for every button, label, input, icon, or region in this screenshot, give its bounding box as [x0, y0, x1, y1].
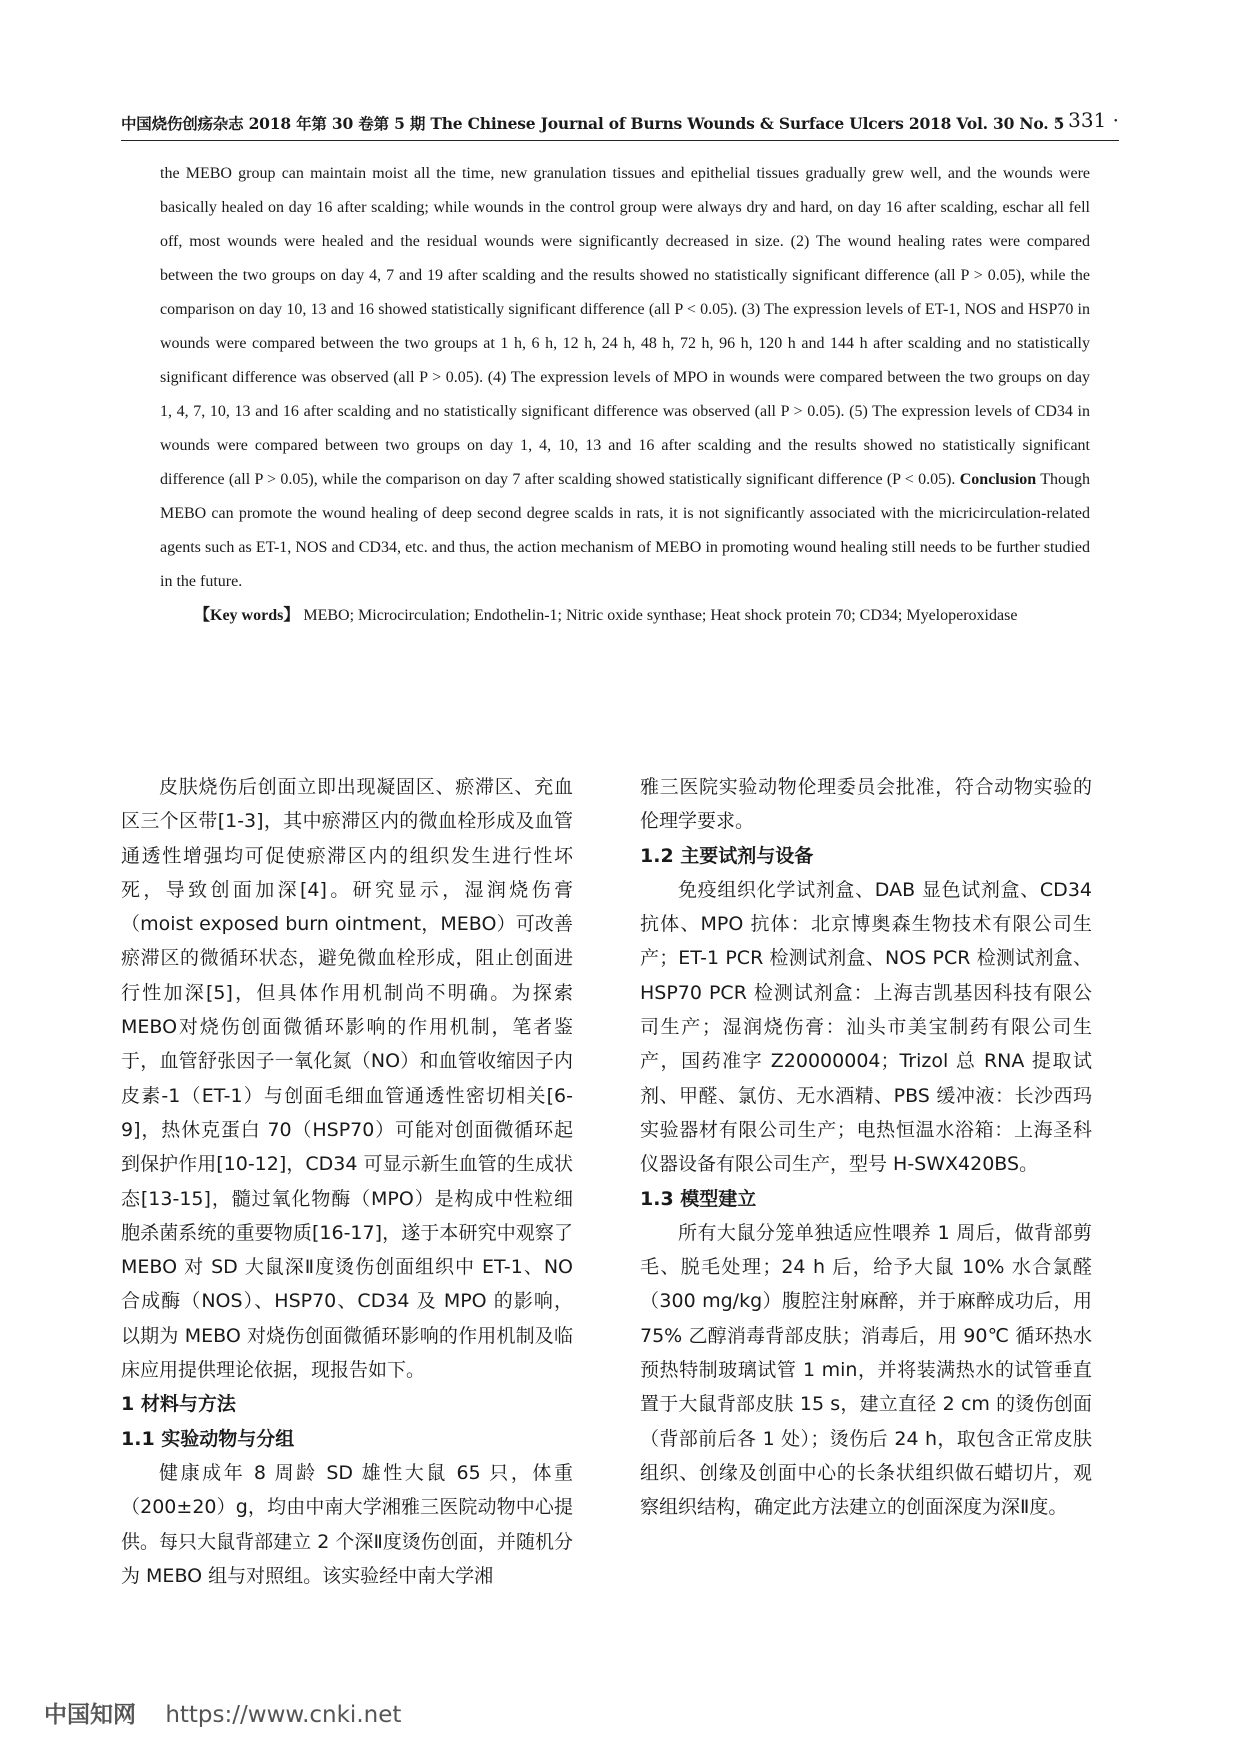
- header-divider: [121, 140, 1119, 141]
- section-heading-1-3: 1.3 模型建立: [640, 1187, 757, 1210]
- left-column: [121, 770, 573, 1593]
- paragraph-1-2: 免疫组织化学试剂盒、DAB 显色试剂盒、CD34 抗体、MPO 抗体：北京博奥森生物技术有限公司生产；ET-1 PCR 检测试剂盒、NOS PCR 检测试剂盒、HSP70 PCR 检测试剂盒：上海吉凯基因科技有限公司生产；湿润烧伤膏：汕头市美宝制药有限公司生产，国药准字 Z20000004；Trizol 总 RNA 提取试剂、甲醛、氯仿、无水酒精、PBS 缓冲液：长沙西玛实验器材有限公司生产；电热恒温水浴箱：上海圣科仪器设备有限公司生产，型号 H-SWX420BS。: [640, 878, 1092, 1176]
- paragraph-1-1-continued: 雅三医院实验动物伦理委员会批准，符合动物实验的伦理学要求。: [640, 776, 1092, 833]
- keywords: [160, 599, 1090, 633]
- right-column: [640, 770, 1092, 1525]
- intro-paragraph: 皮肤烧伤后创面立即出现凝固区、瘀滞区、充血区三个区带[1-3]，其中瘀滞区内的微血栓形成及血管通透性增强均可促使瘀滞区内的组织发生进行性坏死，导致创面加深[4]。研究显示，湿润烧伤膏（moist exposed burn ointment，MEBO）可改善瘀滞区的微循环状态，避免微血栓形成，阻止创面进行性加深[5]，但具体作用机制尚不明确。为探索MEBO对烧伤创面微循环影响的作用机制，笔者鉴于，血管舒张因子一氧化氮（NO）和血管收缩因子内皮素-1（ET-1）与创面毛细血管通透性密切相关[6-9]，热休克蛋白 70（HSP70）可能对创面微循环起到保护作用[10-12]，CD34 可显示新生血管的生成状态[13-15]，髓过氧化物酶（MPO）是构成中性粒细胞杀菌系统的重要物质[16-17]，遂于本研究中观察了 MEBO 对 SD 大鼠深Ⅱ度烫伤创面组织中 ET-1、NO 合成酶（NOS）、HSP70、CD34 及 MPO 的影响，以期为 MEBO 对烧伤创面微循环影响的作用机制及临床应用提供理论依据，现报告如下。: [121, 776, 573, 1382]
- keywords-text: MEBO; Microcirculation; Endothelin-1; Nitric oxide synthase; Heat shock protein 70; CD34; Myeloperoxidase: [303, 607, 1018, 624]
- running-header: [121, 108, 1119, 136]
- abstract-results: [160, 157, 1090, 599]
- cnki-logo: 中国知网: [44, 1702, 136, 1728]
- journal-header: 中国烧伤创疡杂志 2018 年第 30 卷第 5 期 The Chinese Journal of Burns Wounds & Surface Ulcers 2018 Vol. 30 No. 5: [121, 114, 1065, 133]
- watermark-footer: [44, 1696, 401, 1729]
- section-heading-1: 1 材料与方法: [121, 1393, 236, 1416]
- conclusion-label: Conclusion: [959, 471, 1037, 488]
- page-number: · 331 ·: [1055, 108, 1119, 132]
- paragraph-1-3: 所有大鼠分笼单独适应性喂养 1 周后，做背部剪毛、脱毛处理；24 h 后，给予大鼠 10% 水合氯醛（300 mg/kg）腹腔注射麻醉，并于麻醉成功后，用 75% 乙醇消毒背部皮肤；消毒后，用 90℃ 循环热水预热特制玻璃试管 1 min，并将装满热水的试管垂直置于大鼠背部皮肤 15 s，建立直径 2 cm 的烫伤创面（背部前后各 1 处）；烫伤后 24 h，取包含正常皮肤组织、创缘及创面中心的长条状组织做石蜡切片，观察组织结构，确定此方法建立的创面深度为深Ⅱ度。: [640, 1221, 1092, 1519]
- section-heading-1-1: 1.1 实验动物与分组: [121, 1427, 295, 1450]
- cnki-url[interactable]: https://www.cnki.net: [165, 1702, 402, 1728]
- abstract-results-text: the MEBO group can maintain moist all the time, new granulation tissues and epithelial tissues gradually grew well, and the wounds were basically healed on day 16 after scalding; while wounds in the control group were always dry and hard, on day 16 after scalding, eschar all fell off, most wounds were healed and the residual wounds were significantly decreased in size. (2) The wound healing rates were compared between the two groups on day 4, 7 and 19 after scalding and the results showed no statistically significant difference (all P > 0.05), while the comparison on day 10, 13 and 16 showed statistically significant difference (all P < 0.05). (3) The expression levels of ET-1, NOS and HSP70 in wounds were compared between the two groups at 1 h, 6 h, 12 h, 24 h, 48 h, 72 h, 96 h, 120 h and 144 h after scalding and no statistically significant difference was observed (all P > 0.05). (4) The expression levels of MPO in wounds were compared between the two groups on day 1, 4, 7, 10, 13 and 16 after scalding and no statistically significant difference was observed (all P > 0.05). (5) The expression levels of CD34 in wounds were compared between two groups on day 1, 4, 10, 13 and 16 after scalding and the results showed no statistically significant difference (all P > 0.05), while the comparison on day 7 after scalding showed statistically significant difference (P < 0.05).: [160, 165, 1090, 488]
- paragraph-1-1: 健康成年 8 周龄 SD 雄性大鼠 65 只，体重（200±20）g，均由中南大学湘雅三医院动物中心提供。每只大鼠背部建立 2 个深Ⅱ度烫伤创面，并随机分为 MEBO 组与对照组。该实验经中南大学湘: [121, 1461, 573, 1587]
- section-heading-1-2: 1.2 主要试剂与设备: [640, 844, 814, 867]
- conclusion-text: Though MEBO can promote the wound healing of deep second degree scalds in rats, it is not significantly associated with the micricirculation-related agents such as ET-1, NOS and CD34, etc. and thus, the action mechanism of MEBO in promoting wound healing still needs to be further studied in the future.: [160, 471, 1090, 590]
- keywords-label: 【Key words】: [194, 607, 300, 624]
- abstract-block: [160, 157, 1090, 633]
